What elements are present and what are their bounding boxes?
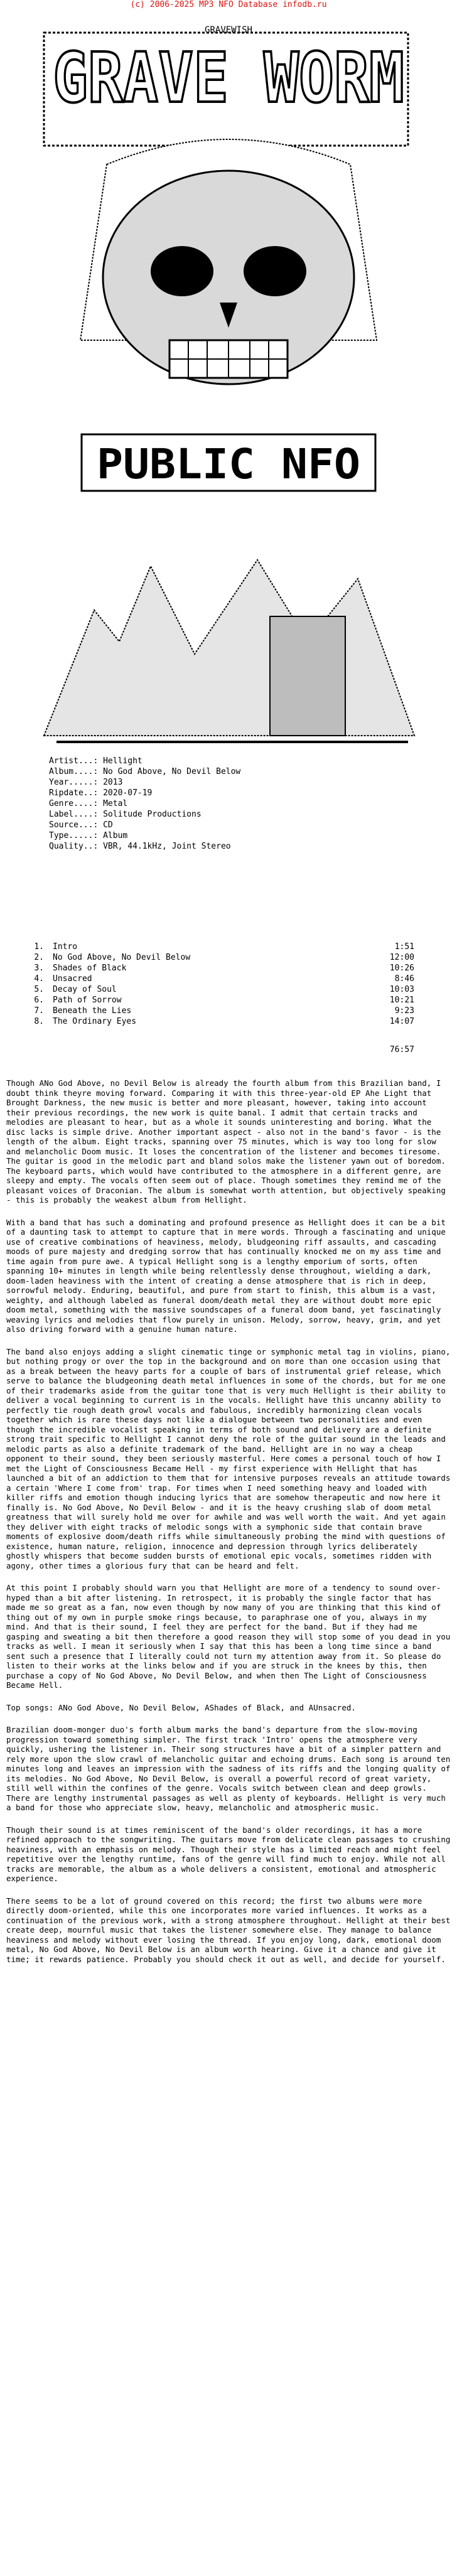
nfo-ascii-art xyxy=(6,14,451,754)
meta-row: Ripdate..: 2020-07-19 xyxy=(49,788,153,798)
meta-row: Type.....: Album xyxy=(49,831,128,840)
tracklist xyxy=(25,942,427,1055)
meta-row: Artist...: Hellight xyxy=(49,756,142,766)
nfo-banner xyxy=(82,434,375,491)
track-row: 7. Beneath the Lies 9:23 xyxy=(34,1006,414,1016)
meta-row: Quality..: VBR, 44.1kHz, Joint Stereo xyxy=(49,842,231,851)
review-paragraph: With a band that has such a dominating and profound presence as Hellight does it can be a bit of a daunting task to attempt to capture that in mere words. Through a fascinating and unique use of creative combinations of heaviness, melody, bludgeoning riff assaults, and cascading moods of pure majesty and dredging sorrow that has continually knocked me on my ass time and time again from pure awe. A typical Hellight song is a lengthy emporium of sorts, often spanning 10+ minutes in length while being relentlessly dense throughout, wielding a dark, doom-laden heaviness with the intent of creating a dense atmosphere that is rich in deep, sorrowful melody. Enduring, beautiful, and pure from start to finish, this album is a vast, weighty, and although labeled as funeral doom/death metal they are without doubt more epic doom metal, something with the massive soundscapes of a funeral doom band, yet fascinatingly weaving lyrics and melodies that flow purely in unison. Melody, sorrow, heavy, grim, and yet also driving forward with a genuine human nature. xyxy=(6,1217,446,1334)
track-row: 6. Path of Sorrow 10:21 xyxy=(34,996,414,1005)
review-paragraph: Though their sound is at times reminiscent of the band's older recordings, it has a more refined approach to the songwriting. The guitars move from delicate clean passages to crushing heaviness, with an emphasis on melody. Though their style has a limited reach and might feel repetitive over the lengthy runtime, fans of the genre will find much to enjoy. While not all tracks are memorable, the album as a whole delivers a consistent, emotional and atmospheric experience. xyxy=(6,1825,451,1883)
track-row: 3. Shades of Black 10:26 xyxy=(34,963,414,973)
meta-row: Label....: Solitude Productions xyxy=(49,810,202,819)
meta-row: Source...: CD xyxy=(49,820,113,830)
meta-row: Genre....: Metal xyxy=(49,799,128,808)
track-row: 4. Unsacred 8:46 xyxy=(34,974,414,984)
track-row: 1. Intro 1:51 xyxy=(34,942,414,952)
meta-row: Album....: No God Above, No Devil Below xyxy=(49,767,241,776)
tree-figure-illustration xyxy=(44,560,414,742)
track-row: 5. Decay of Soul 10:03 xyxy=(34,985,414,994)
nfo-banner-text: PUBLIC NFO xyxy=(97,440,360,488)
copyright-header: (c) 2006-2025 MP3 NFO Database infodb.ru xyxy=(130,0,327,9)
track-row: 8. The Ordinary Eyes 14:07 xyxy=(34,1017,414,1026)
review-paragraph: Brazilian doom-monger duo's forth album marks the band's departure from the slow-moving progression toward something simpler. The first track 'Intro' opens the atmosphere very quickly, ushering the listener in. Their song structures have a bit of a simpler pattern and rely more upon the slow crawl of melancholic guitar and echoing drums. Each song is around ten minutes long and leaves an impression with the sadness of its riffs and the longing quality of its melodies. No God Above, No Devil Below, is overall a powerful record of great variety, still well within the confines of the genre. Vocals switch between clean and deep growls. There are lengthy instrumental passages as well as plenty of keyboards. Hellight is very much a band for those who appreciate slow, heavy, melancholic and atmospheric music. xyxy=(6,1725,451,1812)
review-paragraph: There seems to be a lot of ground covered on this record; the first two albums were more directly doom-oriented, while this one incorporates more varied influences. It works as a continuation of the previous work, with a strong atmosphere throughout. Hellight at their best create deep, mournful music that takes the listener somewhere else. They manage to balance heaviness and melody without ever losing the thread. If you enjoy long, dark, emotional doom metal, No God Above, No Devil Below is an album worth hearing. Give it a chance and give it time; it rewards patience. Probably you should check it out as well, and decide for yourself. xyxy=(6,1896,451,1964)
album-review xyxy=(6,1078,451,1977)
track-row: 2. No God Above, No Devil Below 12:00 xyxy=(34,953,414,962)
band-logo-text: GRAVE WORM xyxy=(53,38,404,118)
skull-illustration xyxy=(80,139,377,384)
review-paragraph: At this point I probably should warn you that Hellight are more of a tendency to sound over-hyped than a bit after listening. In retrospect, it is probably the single factor that has made me so great as a fan, now even though by now many of you are thinking that this kind of thing out of my own in purple smoke rings because, to paraphrase one of you, always in my mind. And that is their sound, I feel they are perfect for the band. But if they had me gasping and sweating a bit then therefore a good reason they will stop some of you dead in you tracks as well. I mean it seriously when I say that this has been a long time since a band sent such a presence that I literally could not turn my attention away from it. So please do listen to their works at the links below and if you are struck in the knees by this, then purchase a copy of No God Above, No Devil Below, and when then The Light of Consciousness Became Hell. xyxy=(6,1583,451,1690)
total-time: 76:57 xyxy=(389,1045,414,1055)
review-paragraph: Top songs: ANo God Above, No Devil Below, AShades of Black, and AUnsacred. xyxy=(6,1702,356,1712)
release-metadata xyxy=(49,756,240,852)
review-paragraph: Though ANo God Above, no Devil Below is already the fourth album from this Brazilian band, I doubt think theyre moving forward. Comparing it with this three-year-old EP Ahe Light that Brought Darkness, the new music is better and more pleasant, however, taking into account their previous recordings, the new work is quite banal. I admit that certain tracks and melodies are pleasant to hear, but as a whole it sounds uninteresting and boring. What the disc lacks is simple drive. Another important aspect - also not in the band's favor - is the length of the album. Eight tracks, spanning over 75 minutes, which is way too long for slow and melancholic Doom music. It loses the concentration of the listener and becomes tiresome. The guitar is good in the melodic part and bland solos make the listener yawn out of boredom. The keyboard parts, which would have contributed to the atmosphere in a different genre, are sleepy and empty. The vocals often seem out of place. Though sometimes they remind me of the pleasant voices of Draconian. The album is somewhat worth attention, but objectively speaking - this is probably the weakest album from Hellight. xyxy=(6,1078,446,1205)
logo-subtitle: GRAVEWISH xyxy=(205,25,252,35)
meta-row: Year.....: 2013 xyxy=(49,778,123,787)
review-paragraph: The band also enjoys adding a slight cinematic tinge or symphonic metal tag in violins, piano, but nothing progy or over the top in the background and on more than one occasion using that as a break between the heavy parts for a couple of bars of instrumental grief release, which serve to balance the bludgeoning death metal influences in some of the chords, but for me one of their trademarks aside from the guitar tone that is very much Hellight is their ability to deliver a vocal beginning to current is in the vocals. Hellight have this uncanny ability to perfectly tie rough death growl vocals and fabulous, incredibly harmonizing clean vocals together which is rare these days not like a dialogue between two personalities and even though the incredible vocalist speaking in terms of both sound and delivery are a definite strong trait specific to Hellight I cannot deny the role of the guitar sound in the leads and melodic parts as also a definite trademark of the band. Hellight are in no way a cheap opponent to their sound, they been seriously masterful. Here comes a personal touch of how I met the Light of Consciousness Became Hell - my first experience with Hellight that has launched a bit of an addiction to them that for intensive purposes reveals an attitude towards a certain 'Where I come from' trap. For times when I need something heavy and loaded with killer riffs and emotion though inducing lyrics that are somehow therapeutic and now here it finally is. No God Above, No Devil Below - and it is the heavy crushing slab of doom metal greatness that will surely hold me over for awhile and was well worth the wait. And yet again they deliver with eight tracks of melodic songs with a symphonic side that contain brave moments of explosive doom/death riffs while simultaneously probing the mind with questions of existence, human nature, religion, innocence and depression through lyrics deliberately ghostly whispers that become sudden bursts of emotional epic vocals, sometimes ridden with agony, other times a glorious fury that can be heard and felt. xyxy=(6,1346,451,1570)
